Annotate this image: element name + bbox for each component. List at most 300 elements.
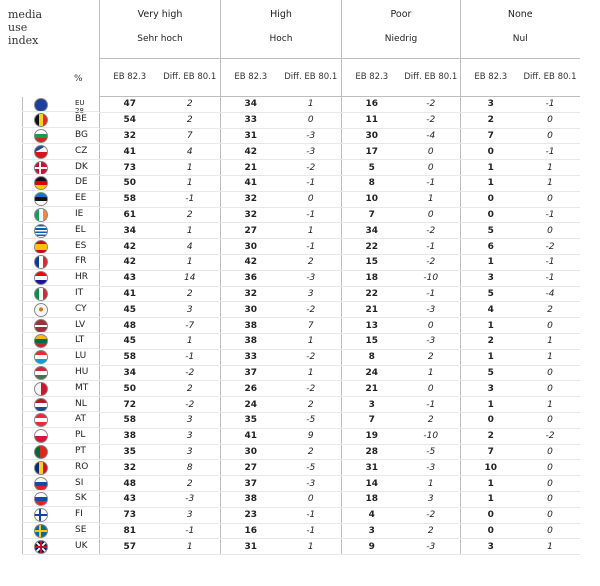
cell-vhd: 3 — [160, 428, 221, 444]
cell-hd: -3 — [281, 476, 342, 492]
cell-pd: 0 — [402, 381, 461, 397]
cell-vh: 57 — [100, 539, 160, 555]
cell-hd: 2 — [281, 254, 342, 270]
cell-pd: -2 — [402, 112, 461, 128]
table-row — [100, 97, 580, 113]
se-flag-icon — [34, 524, 48, 538]
row-divider — [22, 411, 99, 412]
row-divider — [22, 269, 99, 270]
cell-h: 38 — [221, 491, 281, 507]
cell-vhd: 1 — [160, 333, 221, 349]
cell-vhd: 2 — [160, 381, 221, 397]
cell-p: 30 — [342, 128, 402, 144]
cell-p: 19 — [342, 428, 402, 444]
cell-h: 30 — [221, 444, 281, 460]
cell-h: 16 — [221, 523, 281, 539]
table-row — [100, 302, 580, 318]
country-code: IT — [75, 288, 84, 299]
cell-vh: 48 — [100, 318, 160, 334]
row-divider — [22, 427, 99, 428]
cell-p: 4 — [342, 507, 402, 523]
cell-pd: 1 — [402, 476, 461, 492]
table-row — [100, 381, 580, 397]
table-row — [100, 491, 580, 507]
country-code: DK — [75, 161, 88, 172]
cell-hd: -1 — [281, 207, 342, 223]
cell-hd: 0 — [281, 112, 342, 128]
eu-flag-icon — [34, 98, 48, 112]
table-row — [100, 539, 580, 555]
cell-p: 18 — [342, 491, 402, 507]
cell-vh: 58 — [100, 191, 160, 207]
cell-n: 0 — [461, 523, 521, 539]
cell-hd: -2 — [281, 160, 342, 176]
subheader-eb: EB 82.3 — [461, 59, 521, 97]
cell-p: 21 — [342, 302, 402, 318]
cell-vhd: 3 — [160, 302, 221, 318]
cell-hd: 1 — [281, 333, 342, 349]
subheader-eb: EB 82.3 — [221, 59, 281, 97]
cell-h: 24 — [221, 397, 281, 413]
cell-vh: 58 — [100, 412, 160, 428]
cell-nd: -2 — [521, 239, 580, 255]
pt-flag-icon — [34, 445, 48, 459]
row-divider — [22, 111, 99, 112]
table-row — [100, 397, 580, 413]
cell-hd: -3 — [281, 270, 342, 286]
cell-p: 14 — [342, 476, 402, 492]
table-row — [100, 412, 580, 428]
cell-vh: 50 — [100, 175, 160, 191]
cell-hd: -3 — [281, 144, 342, 160]
cell-pd: -4 — [402, 128, 461, 144]
cell-pd: -3 — [402, 539, 461, 555]
dk-flag-icon — [34, 161, 48, 175]
country-code: FI — [75, 509, 83, 520]
cell-p: 3 — [342, 523, 402, 539]
cell-pd: -3 — [402, 460, 461, 476]
cell-vhd: 2 — [160, 476, 221, 492]
cell-p: 24 — [342, 365, 402, 381]
cell-n: 3 — [461, 97, 521, 113]
cell-h: 34 — [221, 97, 281, 113]
cell-p: 22 — [342, 286, 402, 302]
cell-hd: -5 — [281, 460, 342, 476]
subheader-diff: Diff. EB 80.1 — [521, 59, 580, 97]
cell-h: 41 — [221, 175, 281, 191]
cell-vhd: 3 — [160, 444, 221, 460]
country-code: FR — [75, 256, 87, 267]
cell-hd: 1 — [281, 223, 342, 239]
cell-nd: 0 — [521, 507, 580, 523]
row-divider — [22, 475, 99, 476]
lu-flag-icon — [34, 350, 48, 364]
cell-pd: 1 — [402, 191, 461, 207]
cell-n: 0 — [461, 507, 521, 523]
cell-p: 21 — [342, 381, 402, 397]
table-row — [100, 112, 580, 128]
table-row — [100, 476, 580, 492]
table-row — [100, 160, 580, 176]
cell-n: 1 — [461, 318, 521, 334]
group-very-high — [100, 0, 221, 59]
cell-n: 1 — [461, 254, 521, 270]
left-border — [22, 97, 23, 555]
hr-flag-icon — [34, 271, 48, 285]
row-divider — [22, 538, 99, 539]
cell-p: 9 — [342, 539, 402, 555]
country-code: NL — [75, 398, 87, 409]
cell-p: 34 — [342, 223, 402, 239]
group-label-en: None — [507, 9, 533, 20]
cell-pd: -10 — [402, 428, 461, 444]
cell-vhd: 2 — [160, 97, 221, 113]
cell-nd: 0 — [521, 128, 580, 144]
country-code: PT — [75, 446, 86, 457]
cell-vhd: -7 — [160, 318, 221, 334]
group-label-de: Sehr hoch — [137, 34, 183, 44]
cell-nd: -2 — [521, 428, 580, 444]
cell-pd: -2 — [402, 97, 461, 113]
row-divider — [22, 380, 99, 381]
cell-n: 2 — [461, 428, 521, 444]
cell-vh: 32 — [100, 128, 160, 144]
table-row — [100, 223, 580, 239]
table-row — [100, 507, 580, 523]
cell-pd: -1 — [402, 397, 461, 413]
cell-pd: -2 — [402, 507, 461, 523]
si-flag-icon — [34, 477, 48, 491]
table-row — [100, 286, 580, 302]
cell-vh: 34 — [100, 365, 160, 381]
country-code: IE — [75, 209, 84, 220]
cell-h: 37 — [221, 365, 281, 381]
country-code: HR — [75, 272, 89, 283]
table-row — [100, 128, 580, 144]
cell-vh: 32 — [100, 460, 160, 476]
cell-n: 5 — [461, 286, 521, 302]
cell-n: 0 — [461, 191, 521, 207]
cell-h: 42 — [221, 144, 281, 160]
mt-flag-icon — [34, 382, 48, 396]
row-divider — [22, 222, 99, 223]
subheader-diff: Diff. EB 80.1 — [281, 59, 342, 97]
cell-p: 16 — [342, 97, 402, 113]
table-row — [100, 270, 580, 286]
group-label-en: Poor — [390, 9, 412, 20]
cell-hd: 9 — [281, 428, 342, 444]
cell-h: 30 — [221, 239, 281, 255]
country-code: RO — [75, 461, 89, 472]
cell-n: 2 — [461, 112, 521, 128]
at-flag-icon — [34, 413, 48, 427]
table-row — [100, 444, 580, 460]
cell-vh: 45 — [100, 333, 160, 349]
table-row — [100, 460, 580, 476]
cell-nd: 0 — [521, 112, 580, 128]
cell-nd: 1 — [521, 333, 580, 349]
cell-pd: 0 — [402, 160, 461, 176]
cell-nd: -1 — [521, 97, 580, 113]
lv-flag-icon — [34, 319, 48, 333]
row-divider — [22, 190, 99, 191]
country-code: ES — [75, 240, 87, 251]
cell-vhd: 2 — [160, 207, 221, 223]
cell-vh: 47 — [100, 97, 160, 113]
cell-vhd: -2 — [160, 365, 221, 381]
row-divider — [22, 285, 99, 286]
cell-vh: 45 — [100, 302, 160, 318]
country-code: CY — [75, 303, 87, 314]
country-code: DE — [75, 177, 88, 188]
cell-hd: -1 — [281, 239, 342, 255]
nl-flag-icon — [34, 398, 48, 412]
cell-p: 15 — [342, 254, 402, 270]
fr-flag-icon — [34, 255, 48, 269]
cell-pd: -2 — [402, 223, 461, 239]
cell-p: 15 — [342, 333, 402, 349]
cell-h: 42 — [221, 254, 281, 270]
cell-vh: 54 — [100, 112, 160, 128]
group-label-en: High — [270, 9, 292, 20]
cell-vhd: 4 — [160, 144, 221, 160]
row-divider — [22, 127, 99, 128]
cell-h: 33 — [221, 112, 281, 128]
subheader-row — [100, 59, 580, 97]
cell-p: 8 — [342, 175, 402, 191]
row-divider — [22, 348, 99, 349]
country-code: LV — [75, 319, 86, 330]
row-divider — [22, 443, 99, 444]
table-row — [100, 191, 580, 207]
cell-pd: -5 — [402, 444, 461, 460]
group-header-row — [100, 0, 580, 59]
hu-flag-icon — [34, 366, 48, 380]
cell-nd: 1 — [521, 160, 580, 176]
cell-nd: 0 — [521, 460, 580, 476]
cell-nd: -1 — [521, 270, 580, 286]
cell-hd: 0 — [281, 491, 342, 507]
subheader-eb: EB 82.3 — [100, 59, 160, 97]
cell-vh: 58 — [100, 349, 160, 365]
cell-pd: -10 — [402, 270, 461, 286]
cell-h: 27 — [221, 223, 281, 239]
group-label-de: Niedrig — [384, 34, 418, 44]
bg-flag-icon — [34, 129, 48, 143]
row-divider — [22, 143, 99, 144]
cell-vh: 41 — [100, 286, 160, 302]
subheader-eb: EB 82.3 — [342, 59, 402, 97]
cell-pd: -1 — [402, 286, 461, 302]
cell-vh: 43 — [100, 491, 160, 507]
group-label-de: Hoch — [269, 34, 293, 44]
cell-hd: 1 — [281, 365, 342, 381]
cell-p: 7 — [342, 412, 402, 428]
table-row — [100, 333, 580, 349]
cell-pd: -3 — [402, 302, 461, 318]
cell-n: 1 — [461, 349, 521, 365]
group-label-en: Very high — [137, 9, 183, 20]
corner-line-2: use — [8, 21, 28, 34]
cell-vhd: -1 — [160, 191, 221, 207]
table-row — [100, 239, 580, 255]
cell-vhd: 3 — [160, 412, 221, 428]
cell-nd: 1 — [521, 175, 580, 191]
cell-vhd: -1 — [160, 349, 221, 365]
cell-nd: 0 — [521, 365, 580, 381]
cell-hd: 1 — [281, 97, 342, 113]
cell-n: 3 — [461, 539, 521, 555]
cell-h: 27 — [221, 460, 281, 476]
el-flag-icon — [34, 224, 48, 238]
cell-n: 7 — [461, 444, 521, 460]
pl-flag-icon — [34, 429, 48, 443]
cell-vh: 72 — [100, 397, 160, 413]
row-divider — [22, 554, 99, 555]
cell-n: 2 — [461, 333, 521, 349]
cell-pd: -2 — [402, 254, 461, 270]
cell-h: 32 — [221, 207, 281, 223]
row-divider — [22, 238, 99, 239]
es-flag-icon — [34, 240, 48, 254]
row-divider — [22, 396, 99, 397]
de-flag-icon — [34, 176, 48, 190]
table-body — [100, 97, 580, 555]
cell-n: 6 — [461, 239, 521, 255]
cell-n: 3 — [461, 381, 521, 397]
country-code: EU 28 — [75, 98, 85, 115]
cell-nd: -1 — [521, 254, 580, 270]
row-divider — [22, 317, 99, 318]
cell-vh: 42 — [100, 254, 160, 270]
cell-vh: 35 — [100, 444, 160, 460]
cell-pd: 2 — [402, 412, 461, 428]
cell-nd: 0 — [521, 476, 580, 492]
cell-vhd: -3 — [160, 491, 221, 507]
cell-pd: 0 — [402, 207, 461, 223]
cell-p: 5 — [342, 160, 402, 176]
cell-pd: -1 — [402, 239, 461, 255]
row-divider — [22, 522, 99, 523]
country-code: SK — [75, 493, 87, 504]
group-poor — [342, 0, 461, 59]
cell-hd: 0 — [281, 191, 342, 207]
cell-h: 26 — [221, 381, 281, 397]
cell-p: 3 — [342, 397, 402, 413]
cell-n: 5 — [461, 223, 521, 239]
uk-flag-icon — [34, 540, 48, 554]
cell-vhd: 14 — [160, 270, 221, 286]
cell-h: 41 — [221, 428, 281, 444]
row-divider — [22, 364, 99, 365]
sk-flag-icon — [34, 492, 48, 506]
cell-vh: 73 — [100, 507, 160, 523]
country-code: AT — [75, 414, 86, 425]
cell-nd: 0 — [521, 381, 580, 397]
cell-pd: 1 — [402, 365, 461, 381]
cell-vh: 41 — [100, 144, 160, 160]
cell-n: 5 — [461, 365, 521, 381]
cell-vhd: 1 — [160, 254, 221, 270]
cell-p: 8 — [342, 349, 402, 365]
cell-p: 18 — [342, 270, 402, 286]
cell-nd: 0 — [521, 191, 580, 207]
table-row — [100, 254, 580, 270]
group-high — [221, 0, 342, 59]
table-row — [100, 365, 580, 381]
media-use-index-label — [8, 8, 42, 47]
cell-vh: 61 — [100, 207, 160, 223]
cell-pd: 2 — [402, 349, 461, 365]
cell-pd: 3 — [402, 491, 461, 507]
cell-p: 7 — [342, 207, 402, 223]
cell-nd: -1 — [521, 144, 580, 160]
table-row — [100, 318, 580, 334]
row-divider — [22, 253, 99, 254]
cell-vhd: 1 — [160, 175, 221, 191]
cell-pd: 0 — [402, 144, 461, 160]
corner-line-3: index — [8, 34, 39, 47]
cell-n: 0 — [461, 207, 521, 223]
media-use-table — [99, 0, 580, 555]
country-code: EL — [75, 224, 86, 235]
cell-hd: -1 — [281, 507, 342, 523]
table-row — [100, 523, 580, 539]
cell-n: 0 — [461, 412, 521, 428]
cell-pd: 2 — [402, 523, 461, 539]
cell-hd: -2 — [281, 349, 342, 365]
cell-n: 10 — [461, 460, 521, 476]
cell-nd: 2 — [521, 302, 580, 318]
cell-hd: -1 — [281, 523, 342, 539]
cell-vh: 48 — [100, 476, 160, 492]
cell-p: 10 — [342, 191, 402, 207]
cell-n: 1 — [461, 175, 521, 191]
cell-n: 3 — [461, 270, 521, 286]
cell-vhd: 7 — [160, 128, 221, 144]
country-code: EE — [75, 193, 87, 204]
percent-label: % — [74, 74, 83, 84]
cell-p: 11 — [342, 112, 402, 128]
cell-n: 1 — [461, 491, 521, 507]
cell-h: 37 — [221, 476, 281, 492]
cell-n: 7 — [461, 128, 521, 144]
cell-h: 30 — [221, 302, 281, 318]
cell-vhd: 3 — [160, 507, 221, 523]
cell-vh: 42 — [100, 239, 160, 255]
cell-hd: -3 — [281, 128, 342, 144]
table-row — [100, 428, 580, 444]
cell-nd: 1 — [521, 539, 580, 555]
it-flag-icon — [34, 287, 48, 301]
ie-flag-icon — [34, 208, 48, 222]
row-divider — [22, 332, 99, 333]
row-divider — [22, 506, 99, 507]
row-divider — [22, 174, 99, 175]
cell-h: 38 — [221, 333, 281, 349]
cell-hd: -2 — [281, 381, 342, 397]
cell-pd: -1 — [402, 175, 461, 191]
cell-nd: 1 — [521, 349, 580, 365]
table-row — [100, 349, 580, 365]
cell-vhd: 4 — [160, 239, 221, 255]
cell-n: 1 — [461, 397, 521, 413]
country-code: PL — [75, 430, 86, 441]
cell-vhd: 1 — [160, 539, 221, 555]
cell-p: 13 — [342, 318, 402, 334]
cell-p: 31 — [342, 460, 402, 476]
cz-flag-icon — [34, 145, 48, 159]
